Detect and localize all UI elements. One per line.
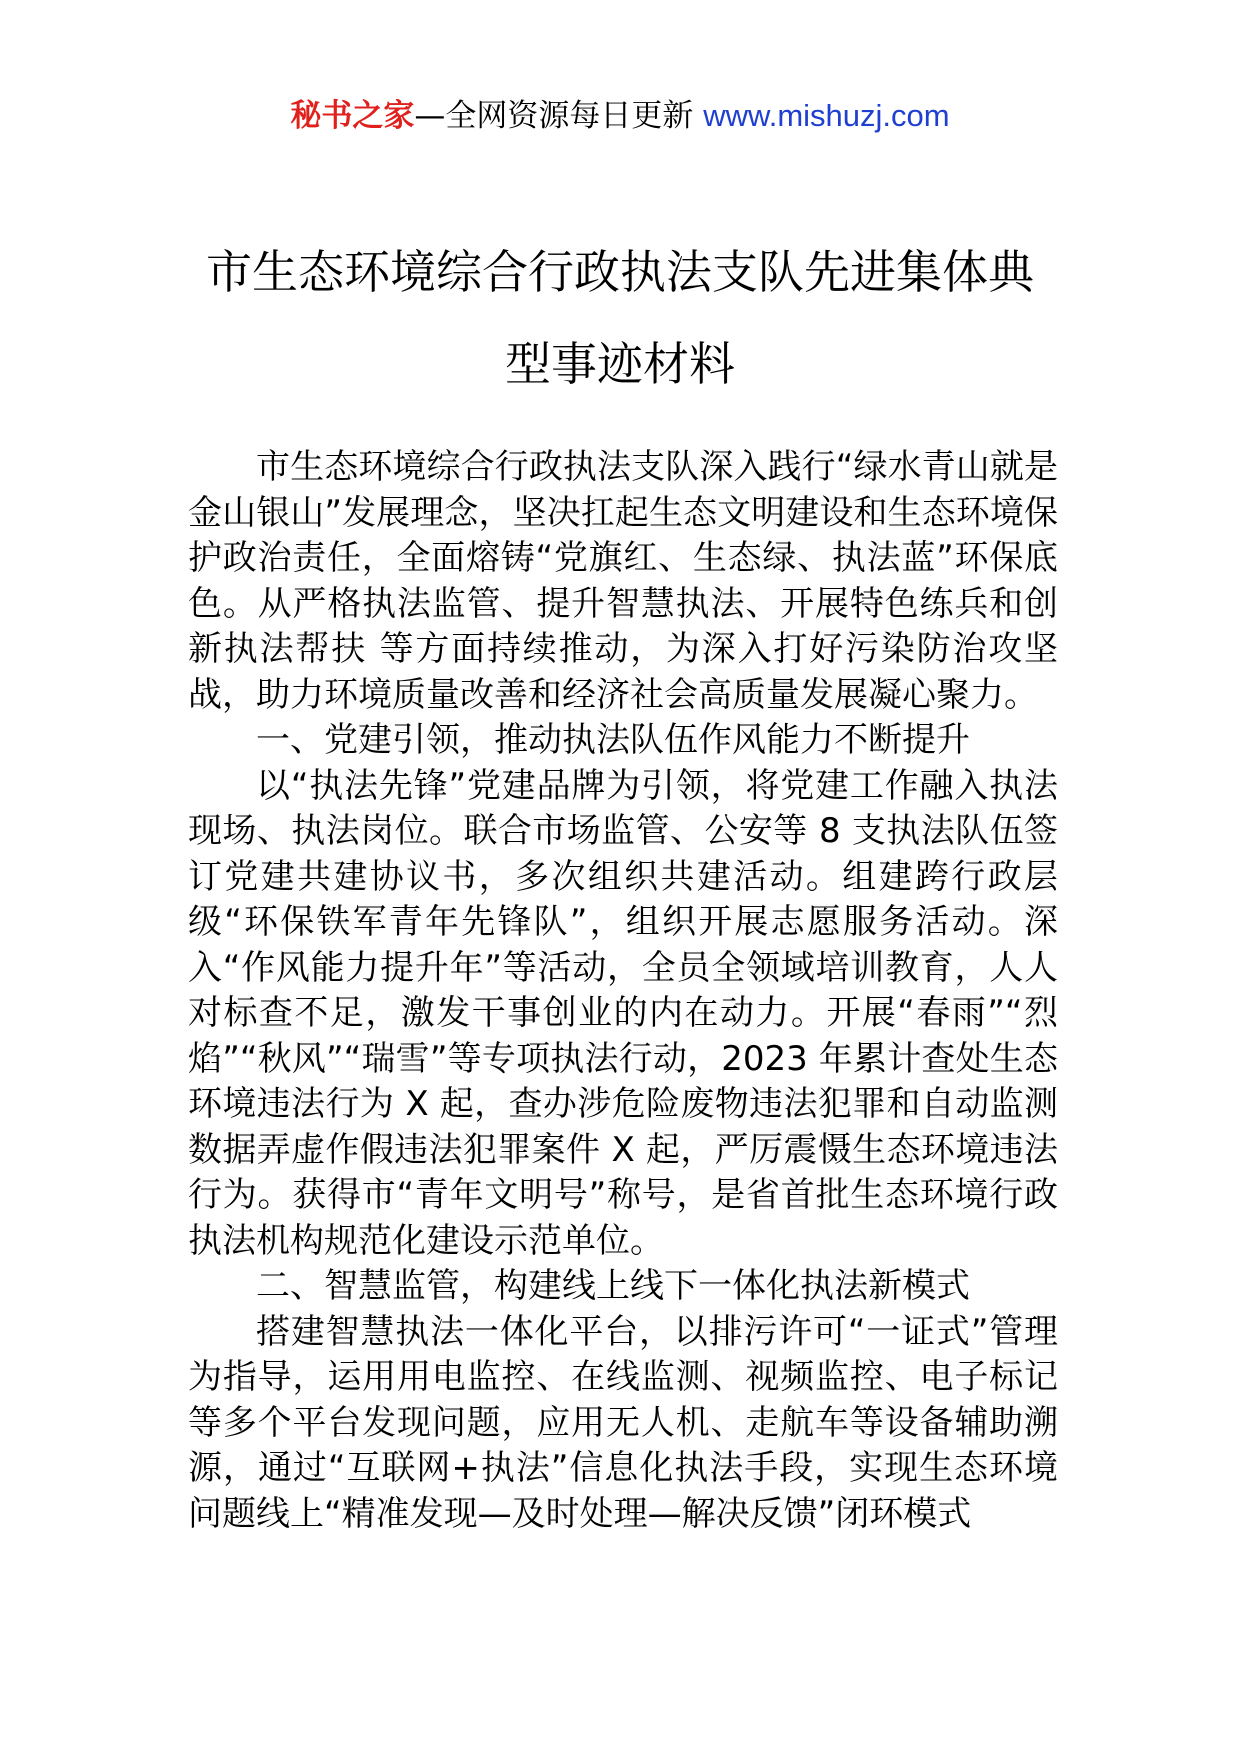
section-heading-2: 二、智慧监管，构建线上线下一体化执法新模式 [256,1266,970,1306]
site-url[interactable]: www.mishuzj.com [703,98,950,133]
title-line-1: 市生态环境综合行政执法支队先进集体典 [206,245,1034,299]
section-1-paragraph: 以“执法先锋”党建品牌为引领，将党建工作融入执法现场、执法岗位。联合市场监管、公安等 8 支执法队伍签订党建共建协议书，多次组织共建活动。组建跨行政层级“环保铁军青年先锋队”，组织开展志愿服务活动。深入“作风能力提升年”等活动，全员全领域培训教育，人人对标查不足，激发干事创业的内在动力。开展“春雨”“烈焰”“秋风”“瑞雪”等专项执法行动，2023 年累计查处生态环境违法行为 X 起，查办涉危险废物违法犯罪和自动监测数据弄虚作假违法犯罪案件 X 起，严厉震慑生态环境违法行为。获得市“青年文明号”称号，是省首批生态环境行政执法机构规范化建设示范单位。 [188,765,1058,1261]
header-slogan: —全网资源每日更新 [414,98,704,134]
brand-name: 秘书之家 [290,98,415,134]
title-line-2: 型事迹材料 [505,337,735,391]
document-title [150,226,1090,410]
section-heading-1: 一、党建引领，推动执法队伍作风能力不断提升 [256,720,970,760]
section-2-paragraph: 搭建智慧执法一体化平台，以排污许可“一证式”管理为指导，运用用电监控、在线监测、视频监控、电子标记等多个平台发现问题，应用无人机、走航车等设备辅助溯源，通过“互联网+执法”信息化执法手段，实现生态环境问题线上“精准发现—及时处理—解决反馈”闭环模式 [188,1311,1058,1534]
intro-paragraph: 市生态环境综合行政执法支队深入践行“绿水青山就是金山银山”发展理念，坚决扛起生态文明建设和生态环境保护政治责任，全面熔铸“党旗红、生态绿、执法蓝”环保底色。从严格执法监管、提升智慧执法、开展特色练兵和创新执法帮扶 等方面持续推动，为深入打好污染防治攻坚战，助力环境质量改善和经济社会高质量发展凝心聚力。 [188,447,1058,715]
document-body [188,445,1058,1537]
site-header [0,96,1240,136]
